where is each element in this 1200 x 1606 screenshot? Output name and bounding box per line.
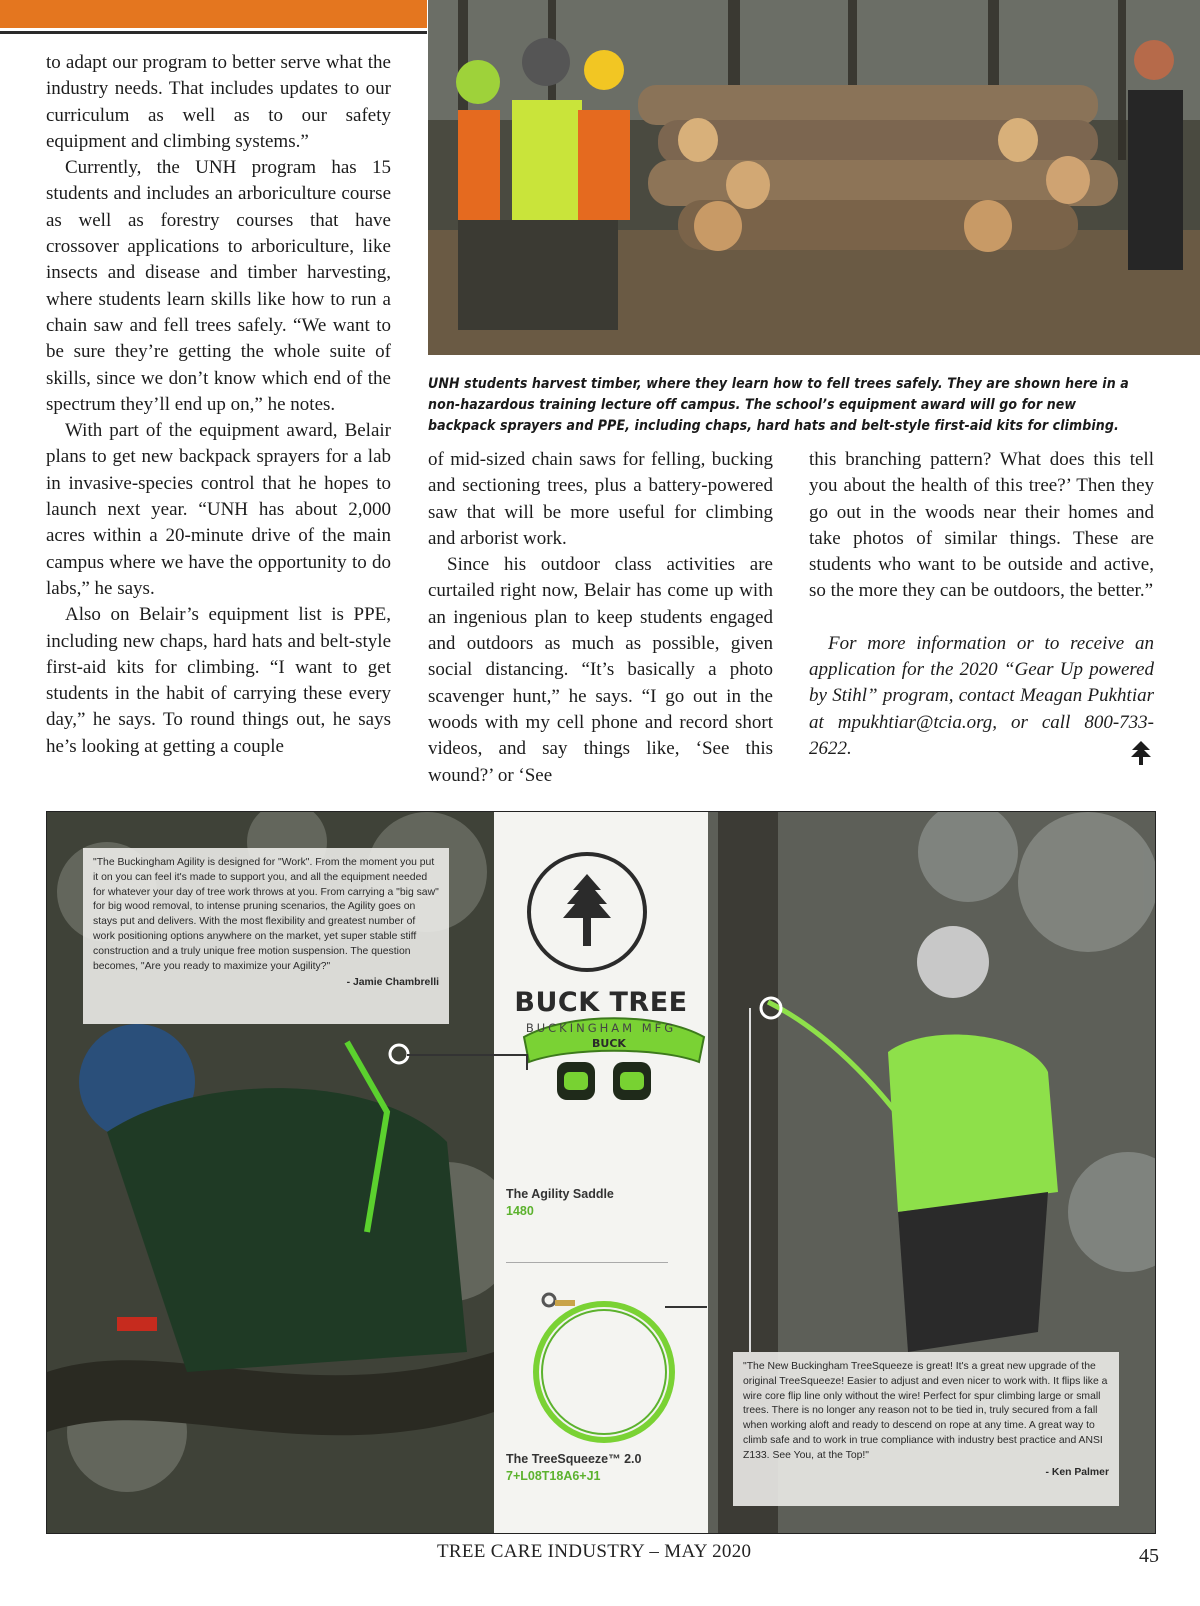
buck-tree-advertisement bbox=[46, 811, 1156, 1534]
timber-harvest-photo bbox=[428, 0, 1200, 355]
paragraph: Since his outdoor class activities are curtailed right now, Belair has come up with an ingenious plan to keep students engaged and outdoors as much as possible, given social distancing. “It’s basically a photo scavenger hunt,” he says. “I go out in the woods with my cell phone and record short videos, and say things like, ‘See this wound?’ or ‘See bbox=[428, 554, 773, 786]
product-sku-treesqueeze: 7+L08T18A6+J1 bbox=[506, 1469, 601, 1483]
testimonial-author: - Ken Palmer bbox=[1045, 1466, 1109, 1478]
testimonial-author: - Jamie Chambrelli bbox=[346, 977, 439, 989]
paragraph: With part of the equipment award, Belair plans to get new backpack sprayers for a lab in invasive-species control that he hopes to launch next year. “UNH has about 2,000 acres within a 20-minute drive of the main campus where we have the opportunity to do labs,” he says. bbox=[46, 420, 391, 599]
page-number: 45 bbox=[1139, 1545, 1159, 1567]
header-rule bbox=[0, 31, 427, 34]
product-sku-agility: 1480 bbox=[506, 1204, 534, 1218]
paragraph: of mid-sized chain saws for felling, bucking and sectioning trees, plus a battery-powered saw that will be more useful for climbing and arborist work. bbox=[428, 449, 773, 549]
paragraph: to adapt our program to better serve what the industry needs. That includes updates to our curriculum as well as to our safety equipment and climbing systems.” bbox=[46, 52, 391, 152]
brand-name: BUCK TREE bbox=[514, 987, 688, 1018]
testimonial-text: "The Buckingham Agility is designed for "Work". From the moment you put it on you can feel it's made to support you, and all the equipment needed for whatever your day of tree work throws at you. From carrying a "big saw" for big wood removal, to intense pruning scenarios, the Agility goes on stays put and delivers. With the most flexibility and greatest number of work positioning options anywhere on the market, yet super stable stiff construction and a truly unique free motion suspension. The question becomes, "Are you ready to maximize your Agility?" bbox=[93, 857, 439, 972]
saddle-logo: BUCK bbox=[592, 1037, 626, 1050]
testimonial-text: "The New Buckingham TreeSqueeze is great! It's a great new upgrade of the original TreeSqueeze! Easier to adjust and even nicer to work with. It flips like a wire core flip line only without the wire! Perfect for spur climbing large or small trees. There is no longer any reason not to be tied in, truly secured from a fall when working aloft and ready to descend on rope at any time. A great way to climb safe and to work in true compliance with industry best practice and ANSI Z133. See You, at the Top!" bbox=[743, 1361, 1108, 1461]
product-name-agility: The Agility Saddle bbox=[506, 1187, 614, 1201]
product-divider bbox=[506, 1262, 668, 1263]
contact-note: For more information or to receive an application for the 2020 “Gear Up powered by Stihl” program, contact Meagan Pukhtiar at mpukhtiar@tcia.org, or call 800-733-2622. bbox=[809, 632, 1154, 759]
article-column-1 bbox=[46, 50, 391, 760]
paragraph: this branching pattern? What does this tell you about the health of this tree?’ Then they go out in the woods near their homes and take photos of similar things. These are students who want to be outside and active, so the more they can be outdoors, the better.” bbox=[809, 449, 1154, 602]
article-column-3 bbox=[809, 447, 1154, 762]
photo-caption: UNH students harvest timber, where they learn how to fell trees safely. They are shown here in a non-hazardous training lecture off campus. The school’s equipment award will go for new backpack sprayers and PPE, including chaps, hard hats and belt-style first-aid kits for climbing. bbox=[428, 376, 1129, 434]
article-column-2 bbox=[428, 447, 773, 789]
tree-end-mark-icon bbox=[1130, 741, 1152, 765]
page-footer bbox=[0, 1541, 1200, 1571]
paragraph: Currently, the UNH program has 15 students and includes an arboriculture course as well as forestry courses that have crossover applications to arboriculture, like insects and disease and timber harvesting, where students learn skills like how to run a chain saw and fell trees safely. “We want to be sure they’re getting the whole suite of skills, since we don’t know which end of the spectrum they’ll end up on,” he notes. bbox=[46, 157, 391, 415]
paragraph: Also on Belair’s equipment list is PPE, including new chaps, hard hats and belt-style first-aid kits for climbing. “I want to get students in the habit of carrying these every day,” he says. To round things out, he says he’s looking at getting a couple bbox=[46, 604, 391, 757]
product-name-treesqueeze: The TreeSqueeze™ 2.0 bbox=[506, 1452, 642, 1466]
brand-subtitle: BUCKINGHAM MFG bbox=[525, 1021, 677, 1035]
publication-title: TREE CARE INDUSTRY – MAY 2020 bbox=[437, 1541, 752, 1562]
buck-tree-logo-icon bbox=[525, 850, 649, 974]
header-accent-bar bbox=[0, 0, 427, 28]
